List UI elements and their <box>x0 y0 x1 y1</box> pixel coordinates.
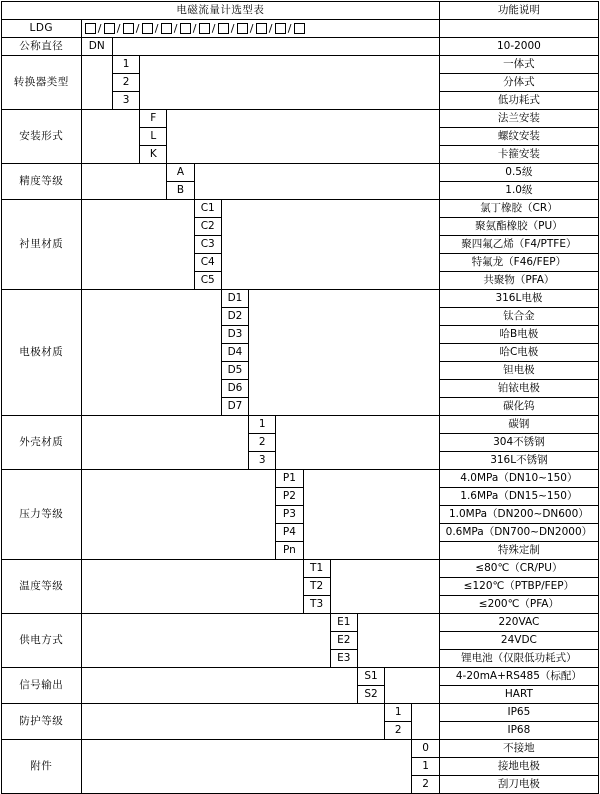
code-cell: P1 <box>276 470 303 488</box>
code-cell: E2 <box>330 632 357 650</box>
table-body <box>2 2 599 794</box>
model-slot-box <box>180 23 191 34</box>
code-cell: Pn <box>276 542 303 560</box>
header-row <box>2 2 599 20</box>
code-cell: T3 <box>303 596 330 614</box>
spacer-left <box>81 740 412 794</box>
desc-cell: 聚氨酯橡胶（PU） <box>439 218 598 236</box>
row-label-11: 防护等级 <box>2 704 82 740</box>
code-cell: 1 <box>249 416 276 434</box>
table-row <box>2 614 599 632</box>
code-cell: 2 <box>385 722 412 740</box>
code-cell: D1 <box>221 290 248 308</box>
model-slot-sep: / <box>116 22 121 35</box>
code-cell: D5 <box>221 362 248 380</box>
model-slot-sep: / <box>154 22 159 35</box>
desc-cell: 碳钢 <box>439 416 598 434</box>
desc-cell: 特氟龙（F46/FEP） <box>439 254 598 272</box>
code-cell: D6 <box>221 380 248 398</box>
table-row <box>2 200 599 218</box>
row-label-5: 电极材质 <box>2 290 82 416</box>
code-cell: 3 <box>112 92 139 110</box>
code-cell: DN <box>81 38 112 56</box>
desc-empty <box>439 20 598 38</box>
desc-cell: 哈B电极 <box>439 326 598 344</box>
model-slot-sep: / <box>249 22 254 35</box>
spacer-left <box>81 668 357 704</box>
model-slot-sep: / <box>268 22 273 35</box>
desc-cell: 分体式 <box>439 74 598 92</box>
code-cell: C5 <box>194 272 221 290</box>
model-slot-box <box>218 23 229 34</box>
desc-cell: HART <box>439 686 598 704</box>
spacer-right <box>276 416 440 470</box>
desc-cell: 304不锈钢 <box>439 434 598 452</box>
model-slot-box <box>104 23 115 34</box>
code-cell: B <box>167 182 194 200</box>
desc-cell: 哈C电极 <box>439 344 598 362</box>
spacer-right <box>194 164 439 200</box>
desc-cell: 碳化钨 <box>439 398 598 416</box>
desc-cell: 0.6MPa（DN700~DN2000） <box>439 524 598 542</box>
code-cell: E1 <box>330 614 357 632</box>
model-prefix: LDG <box>2 20 82 38</box>
code-cell: E3 <box>330 650 357 668</box>
row-label-0: 公称直径 <box>2 38 82 56</box>
code-cell: 2 <box>412 776 439 794</box>
model-slots <box>81 20 439 38</box>
desc-cell: 316L电极 <box>439 290 598 308</box>
code-cell: D7 <box>221 398 248 416</box>
table-row <box>2 470 599 488</box>
spacer-left <box>81 110 140 164</box>
code-cell: T1 <box>303 560 330 578</box>
model-slot-box <box>161 23 172 34</box>
code-cell: D2 <box>221 308 248 326</box>
desc-cell: 铂铱电极 <box>439 380 598 398</box>
desc-cell: 接地电极 <box>439 758 598 776</box>
code-cell: 3 <box>249 452 276 470</box>
row-label-2: 安装形式 <box>2 110 82 164</box>
code-cell: C3 <box>194 236 221 254</box>
table-row <box>2 164 599 182</box>
model-slot-sep: / <box>287 22 292 35</box>
spacer-right <box>249 290 440 416</box>
spacer-left <box>81 560 303 614</box>
table-row <box>2 416 599 434</box>
spacer-right <box>221 200 439 290</box>
spacer-left <box>81 614 330 668</box>
desc-cell: 低功耗式 <box>439 92 598 110</box>
table-row <box>2 56 599 74</box>
code-cell: 2 <box>112 74 139 92</box>
row-label-9: 供电方式 <box>2 614 82 668</box>
code-cell: 2 <box>249 434 276 452</box>
row-label-10: 信号输出 <box>2 668 82 704</box>
code-cell: D4 <box>221 344 248 362</box>
model-slot-box <box>294 23 305 34</box>
desc-header: 功能说明 <box>439 2 598 20</box>
table-row <box>2 704 599 722</box>
code-cell: 1 <box>385 704 412 722</box>
model-slot-box <box>123 23 134 34</box>
model-pattern-row <box>2 20 599 38</box>
code-cell: L <box>140 128 167 146</box>
desc-cell: 氯丁橡胶（CR） <box>439 200 598 218</box>
code-cell: 1 <box>112 56 139 74</box>
spacer-left <box>81 56 112 110</box>
desc-cell: 一体式 <box>439 56 598 74</box>
desc-cell: 不接地 <box>439 740 598 758</box>
code-cell: C4 <box>194 254 221 272</box>
desc-cell: ≤80℃（CR/PU） <box>439 560 598 578</box>
code-cell: S2 <box>357 686 384 704</box>
spacer-right <box>412 704 439 740</box>
model-slot-sep: / <box>173 22 178 35</box>
spacer-left <box>81 704 385 740</box>
table-row <box>2 668 599 686</box>
desc-cell: 4-20mA+RS485（标配） <box>439 668 598 686</box>
desc-cell: 螺纹安装 <box>439 128 598 146</box>
code-cell: 0 <box>412 740 439 758</box>
table-row <box>2 110 599 128</box>
spacer-left <box>81 290 221 416</box>
code-cell: C1 <box>194 200 221 218</box>
desc-cell: IP65 <box>439 704 598 722</box>
desc-cell: 特殊定制 <box>439 542 598 560</box>
code-cell: D3 <box>221 326 248 344</box>
spacer-left <box>81 416 249 470</box>
desc-cell: 4.0MPa（DN10~150） <box>439 470 598 488</box>
model-slot-box <box>142 23 153 34</box>
desc-cell: 10-2000 <box>439 38 598 56</box>
spacer-right <box>140 56 440 110</box>
desc-cell: ≤120℃（PTBP/FEP） <box>439 578 598 596</box>
desc-cell: 1.6MPa（DN15~150） <box>439 488 598 506</box>
table-row <box>2 560 599 578</box>
model-slot-sep: / <box>192 22 197 35</box>
code-cell: P4 <box>276 524 303 542</box>
spacer-left <box>81 164 167 200</box>
model-slot-box <box>256 23 267 34</box>
spacer-right <box>167 110 439 164</box>
desc-cell: 聚四氟乙烯（F4/PTFE） <box>439 236 598 254</box>
desc-cell: 法兰安装 <box>439 110 598 128</box>
model-slot-sep: / <box>97 22 102 35</box>
row-label-3: 精度等级 <box>2 164 82 200</box>
desc-cell: ≤200℃（PFA） <box>439 596 598 614</box>
page-title: 电磁流量计选型表 <box>2 2 440 20</box>
model-slot-box <box>275 23 286 34</box>
row-label-7: 压力等级 <box>2 470 82 560</box>
model-slot-sep: / <box>135 22 140 35</box>
code-cell: C2 <box>194 218 221 236</box>
model-slot-box <box>85 23 96 34</box>
spacer-right <box>303 470 439 560</box>
desc-cell: 共聚物（PFA） <box>439 272 598 290</box>
spacer-left <box>81 200 194 290</box>
code-cell: S1 <box>357 668 384 686</box>
model-slot-box <box>199 23 210 34</box>
desc-cell: 锂电池（仅限低功耗式） <box>439 650 598 668</box>
desc-cell: 24VDC <box>439 632 598 650</box>
table-row <box>2 290 599 308</box>
row-label-8: 温度等级 <box>2 560 82 614</box>
desc-cell: 卡箍安装 <box>439 146 598 164</box>
desc-cell: 刮刀电极 <box>439 776 598 794</box>
code-cell: P2 <box>276 488 303 506</box>
table-row <box>2 38 599 56</box>
model-slot-sep: / <box>211 22 216 35</box>
spacer-right <box>330 560 439 614</box>
desc-cell: 220VAC <box>439 614 598 632</box>
table-row <box>2 740 599 758</box>
model-slot-box <box>237 23 248 34</box>
model-slot-sep: / <box>230 22 235 35</box>
desc-cell: 钛合金 <box>439 308 598 326</box>
desc-cell: IP68 <box>439 722 598 740</box>
row-label-4: 衬里材质 <box>2 200 82 290</box>
spacer-right <box>385 668 440 704</box>
desc-cell: 钽电极 <box>439 362 598 380</box>
desc-cell: 0.5级 <box>439 164 598 182</box>
selection-table <box>1 1 599 794</box>
code-cell: F <box>140 110 167 128</box>
row-label-1: 转换器类型 <box>2 56 82 110</box>
row-label-12: 附件 <box>2 740 82 794</box>
row-label-6: 外壳材质 <box>2 416 82 470</box>
code-cell: P3 <box>276 506 303 524</box>
code-cell: 1 <box>412 758 439 776</box>
desc-cell: 1.0级 <box>439 182 598 200</box>
code-cell: A <box>167 164 194 182</box>
spacer-right <box>112 38 439 56</box>
code-cell: T2 <box>303 578 330 596</box>
desc-cell: 1.0MPa（DN200~DN600） <box>439 506 598 524</box>
spacer-left <box>81 470 276 560</box>
code-cell: K <box>140 146 167 164</box>
spacer-right <box>357 614 439 668</box>
desc-cell: 316L不锈钢 <box>439 452 598 470</box>
